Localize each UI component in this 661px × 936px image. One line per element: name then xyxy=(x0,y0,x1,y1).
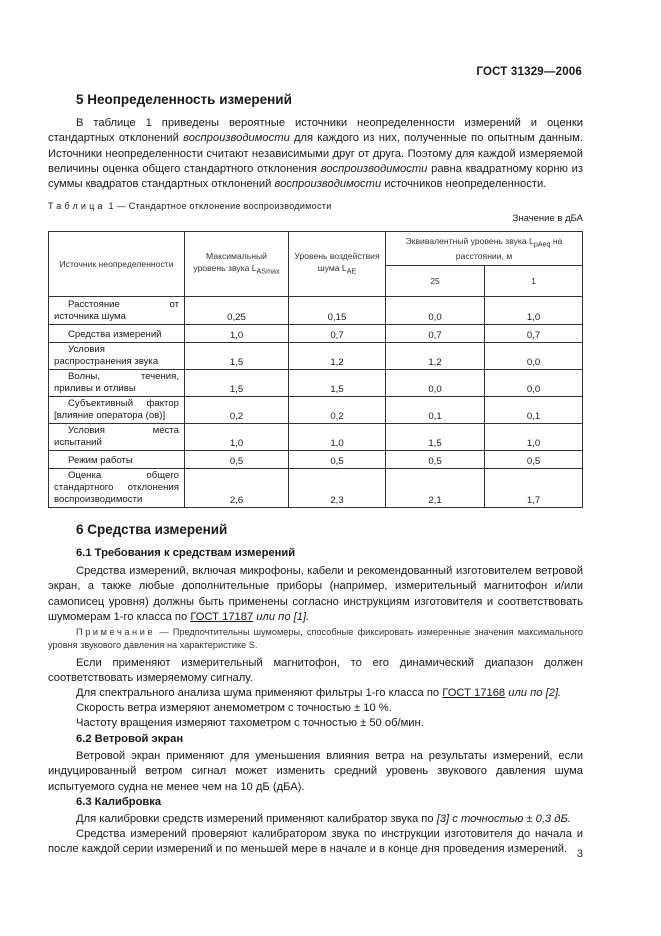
value-cell: 1,0 xyxy=(289,424,386,451)
subsection-6-1-title: 6.1 Требования к средствам измерений xyxy=(76,547,296,559)
page-number: 3 xyxy=(576,848,583,860)
value-cell: 2,1 xyxy=(386,469,485,508)
value-cell: 0,25 xyxy=(185,297,289,325)
value-cell: 2,3 xyxy=(289,469,386,508)
value-cell: 1,2 xyxy=(386,343,485,370)
table-row xyxy=(49,297,583,325)
value-cell: 0,5 xyxy=(289,451,386,469)
subsection-6-3-title: 6.3 Калибровка xyxy=(76,796,162,808)
source-cell: Расстояние от источника шума xyxy=(49,297,185,325)
reproducibility-table xyxy=(48,231,583,508)
source-cell: Условия распространения звука xyxy=(49,343,185,370)
subsection-6-1-paragraph-3: Для спектрального анализа шума применяют фильтры 1-го класса по ГОСТ 17168 или по [2]. xyxy=(76,687,562,699)
subsection-6-2-paragraph: Ветровой экран применяют для уменьшения влияния ветра на результаты измерений, если индуцированный ветром сигнал может изменить средний уровень звукового давления шума испытуемого судна не менее чем на 10 дБ (дБА). xyxy=(48,750,583,793)
table-row xyxy=(49,451,583,469)
value-cell: 0,7 xyxy=(289,325,386,343)
table-row xyxy=(49,397,583,424)
subsection-6-3-paragraph-2: Средства измерений проверяют калибратором звука по инструкции изготовителя до начала и после каждой серии измерений и по меньшей мере в начале и в конце дня проведения измерений. xyxy=(48,828,583,856)
value-cell: 1,0 xyxy=(185,325,289,343)
value-cell: 0,5 xyxy=(485,451,583,469)
subsection-6-2-title: 6.2 Ветровой экран xyxy=(76,733,184,745)
value-cell: 0,7 xyxy=(485,325,583,343)
value-cell: 1,2 xyxy=(289,343,386,370)
table-caption: Таблица 1 — Стандартное отклонение воспроизводимости xyxy=(48,201,332,211)
header-equivalent-level: Эквивалентный уровень звука $L_{pAeq}$ на расстоянии, м xyxy=(386,232,583,266)
section-5-paragraph: В таблице 1 приведены вероятные источники неопределенности измерений и оценки стандартных отклонений воспроизводимости для каждого из них, полученные по опытным данным. Источники неопределенности считают независимыми друг от друга. Поэтому для каждой измеряемой величины оценка общего стандартного отклонения воспроизводимости равна квадратному корню из суммы квадратов стандартных отклонений воспроизводимости источников неопределенности. xyxy=(48,117,583,191)
document-header: ГОСТ 31329—2006 xyxy=(476,66,582,78)
note: Примечание — Предпочтительны шумомеры, способные фиксировать измеренные значения максимального уровня звукового давления на характеристике S. xyxy=(48,627,583,650)
value-cell: 1,5 xyxy=(386,424,485,451)
value-cell: 0,5 xyxy=(185,451,289,469)
value-cell: 0,0 xyxy=(386,297,485,325)
header-distance-1: 1 xyxy=(485,266,583,297)
value-cell: 1,5 xyxy=(185,370,289,397)
value-cell: 0,0 xyxy=(485,343,583,370)
value-cell: 0,0 xyxy=(485,370,583,397)
source-cell: Волны, течения, приливы и отливы xyxy=(49,370,185,397)
header-source: Источник неопределенности xyxy=(49,232,185,297)
value-cell: 1,0 xyxy=(185,424,289,451)
subsection-6-1-paragraph-4: Скорость ветра измеряют анемометром с точностью ± 10 %. xyxy=(76,702,392,714)
value-cell: 2,6 xyxy=(185,469,289,508)
source-cell: Субъективный фактор [влияние оператора (ов)] xyxy=(49,397,185,424)
gost-17187-link[interactable]: ГОСТ 17187 xyxy=(190,610,254,623)
subsection-6-1-paragraph-2: Если применяют измерительный магнитофон, то его динамический диапазон должен соответствовать измеряемому сигналу. xyxy=(48,657,583,685)
value-cell: 0,0 xyxy=(386,370,485,397)
value-cell: 0,2 xyxy=(185,397,289,424)
section-6-title: 6 Средства измерений xyxy=(76,522,228,537)
value-cell: 0,1 xyxy=(485,397,583,424)
header-distance-25: 25 xyxy=(386,266,485,297)
section-5-title: 5 Неопределенность измерений xyxy=(76,92,292,107)
table-row xyxy=(49,325,583,343)
header-max-level: Максимальный уровень звука $L_{ASmax}$ xyxy=(185,232,289,297)
subsection-6-1-paragraph-1: Средства измерений, включая микрофоны, кабели и рекомендованный изготовителем ветровой экран, а также любые дополнительные приборы (например, измерительный магнитофон и/или самописец уровня) должны быть применены согласно инструкциям изготовителя и соответствовать шумомерам 1-го класса по ГОСТ 17187 или по [1]. xyxy=(48,565,583,623)
source-cell: Режим работы xyxy=(49,451,185,469)
source-cell: Условия места испытаний xyxy=(49,424,185,451)
gost-17168-link[interactable]: ГОСТ 17168 xyxy=(442,687,506,699)
value-cell: 1,0 xyxy=(485,424,583,451)
value-cell: 1,5 xyxy=(289,370,386,397)
value-cell: 1,7 xyxy=(485,469,583,508)
header-exposure: Уровень воздействия шума $L_{AE}$ xyxy=(289,232,386,297)
subsection-6-1-paragraph-5: Частоту вращения измеряют тахометром с точностью ± 50 об/мин. xyxy=(76,717,424,729)
table-row xyxy=(49,370,583,397)
source-cell: Оценка общего стандартного отклонения воспроизводимости xyxy=(49,469,185,508)
value-cell: 0,1 xyxy=(386,397,485,424)
table-units: Значение в дБА xyxy=(512,213,583,224)
value-cell: 0,15 xyxy=(289,297,386,325)
source-cell: Средства измерений xyxy=(49,325,185,343)
table-row xyxy=(49,469,583,508)
table-row xyxy=(49,343,583,370)
value-cell: 0,7 xyxy=(386,325,485,343)
value-cell: 0,5 xyxy=(386,451,485,469)
table-row xyxy=(49,424,583,451)
value-cell: 1,5 xyxy=(185,343,289,370)
subsection-6-3-paragraph-1: Для калибровки средств измерений применяют калибратор звука по [3] с точностью ± 0,3 дБ. xyxy=(76,813,571,825)
value-cell: 1,0 xyxy=(485,297,583,325)
value-cell: 0,2 xyxy=(289,397,386,424)
